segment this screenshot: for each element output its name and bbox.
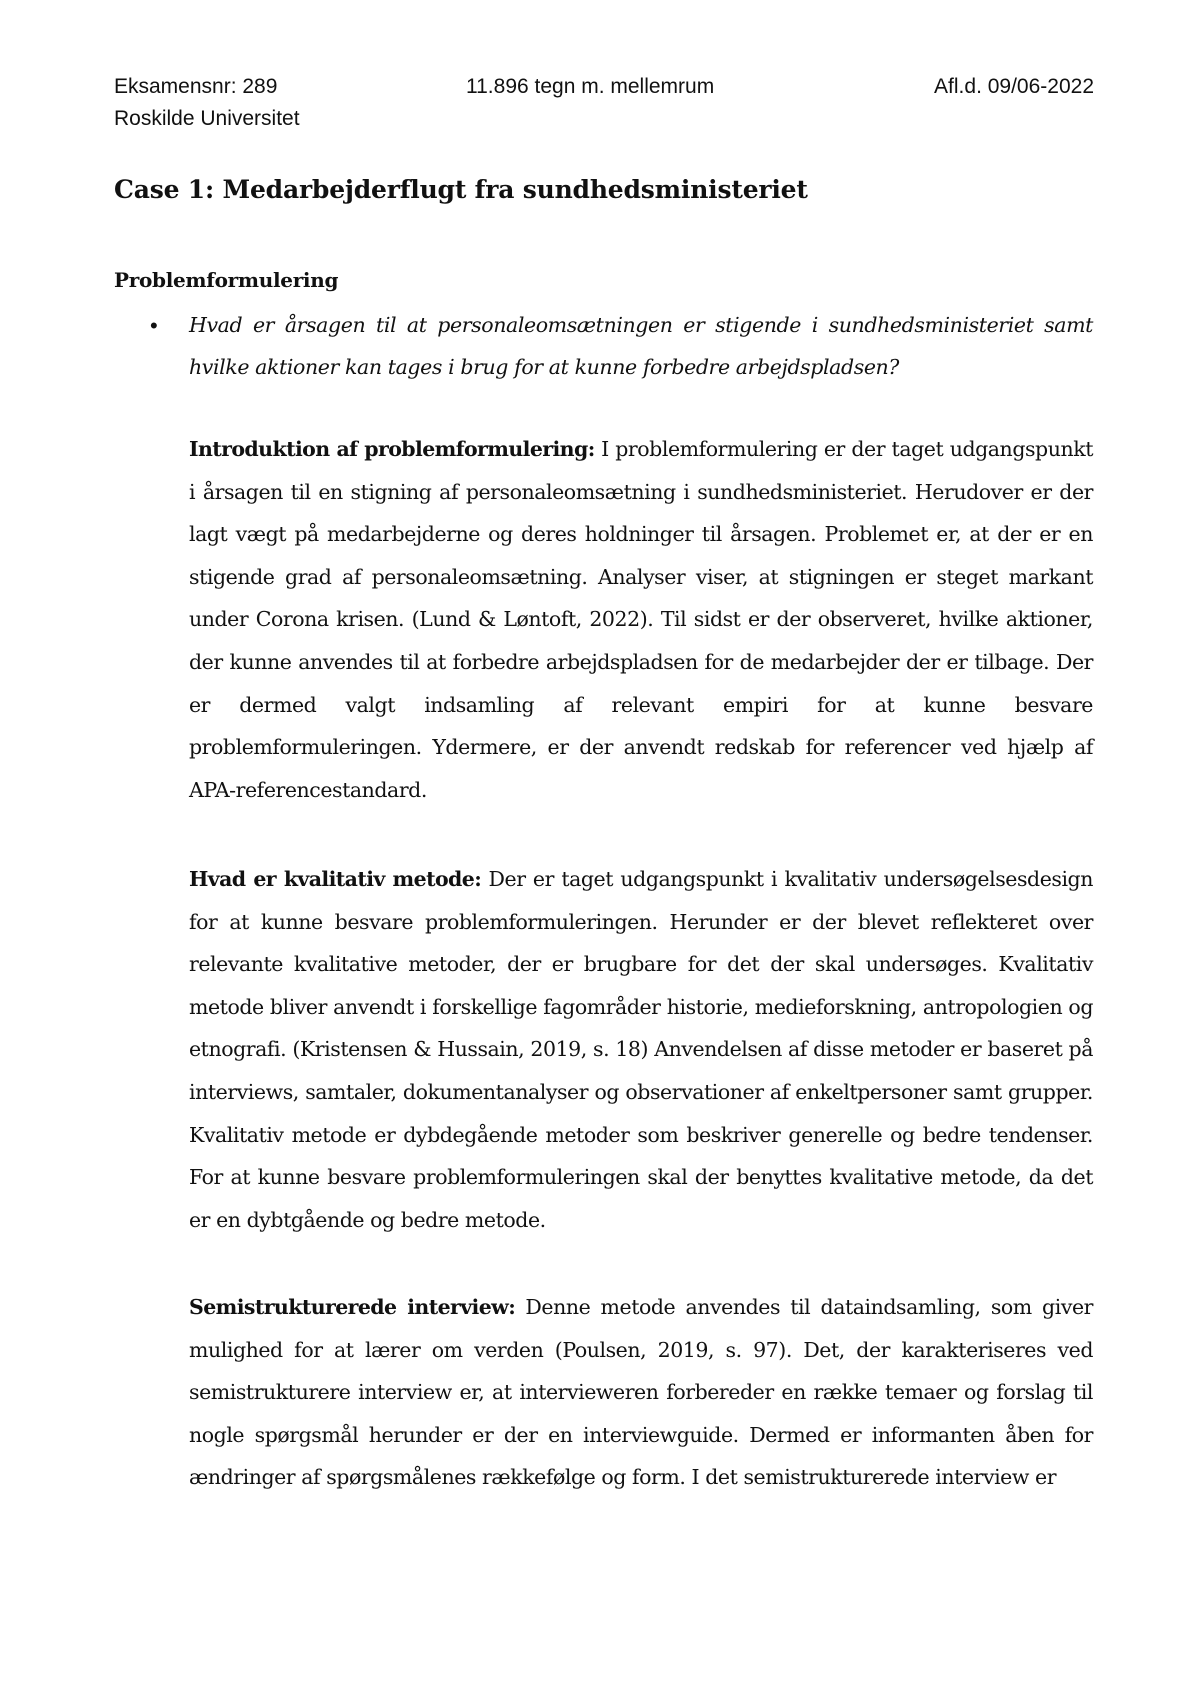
problem-statement: Hvad er årsagen til at personaleomsætningen er stigende i sundhedsministeriet samt hvilke aktioner kan tages i brug for at kunne forbedre arbejdspladsen? [189, 313, 1093, 379]
exam-number: Eksamensnr: 289 [114, 75, 278, 98]
submission-date: Afl.d. 09/06-2022 [934, 75, 1094, 98]
university-name: Roskilde Universitet [114, 107, 300, 130]
section-lead: Hvad er kvalitativ metode: [189, 867, 482, 891]
problem-heading: Problemformulering [114, 268, 339, 292]
document-title: Case 1: Medarbejderflugt fra sundhedsministeriet [114, 175, 808, 204]
section-lead: Introduktion af problemformulering: [189, 437, 595, 461]
section-body: Denne metode anvendes til dataindsamling, som giver mulighed for at lærer om verden (Poulsen, 2019, s. 97). Det, der karakteriseres ved semistrukturere interview er, at intervieweren forbereder en række temaer og forslag til nogle spørgsmål herunder er der en interviewguide. Dermed er informanten åben for ændringer af spørgsmålenes rækkefølge og form. I det semistrukturerede interview er [189, 1295, 1093, 1490]
bullet-icon: • [150, 313, 158, 338]
section-lead: Semistrukturerede interview: [189, 1295, 516, 1319]
section-qualitative-method [189, 858, 1093, 1241]
character-count: 11.896 tegn m. mellemrum [466, 75, 715, 98]
section-semistructured-interview [189, 1286, 1093, 1499]
section-introduction [189, 428, 1093, 811]
section-body: I problemformulering er der taget udgangspunkt i årsagen til en stigning af personaleomsætning i sundhedsministeriet. Herudover er der lagt vægt på medarbejderne og deres holdninger til årsagen. Problemet er, at der er en stigende grad af personaleomsætning. Analyser viser, at stigningen er steget markant under Corona krisen. (Lund & Løntoft, 2022). Til sidst er der observeret, hvilke aktioner, der kunne anvendes til at forbedre arbejdspladsen for de medarbejder der er tilbage. Der er dermed valgt indsamling af relevant empiri for at kunne besvare problemformuleringen. Ydermere, er der anvendt redskab for referencer ved hjælp af APA-referencestandard. [189, 437, 1093, 802]
section-body: Der er taget udgangspunkt i kvalitativ undersøgelsesdesign for at kunne besvare problemformuleringen. Herunder er der blevet reflekteret over relevante kvalitative metoder, der er brugbare for det der skal undersøges. Kvalitativ metode bliver anvendt i forskellige fagområder historie, medieforskning, antropologien og etnografi. (Kristensen & Hussain, 2019, s. 18) Anvendelsen af disse metoder er baseret på interviews, samtaler, dokumentanalyser og observationer af enkeltpersoner samt grupper. Kvalitativ metode er dybdegående metoder som beskriver generelle og bedre tendenser. For at kunne besvare problemformuleringen skal der benyttes kvalitative metode, da det er en dybtgående og bedre metode. [189, 867, 1093, 1232]
